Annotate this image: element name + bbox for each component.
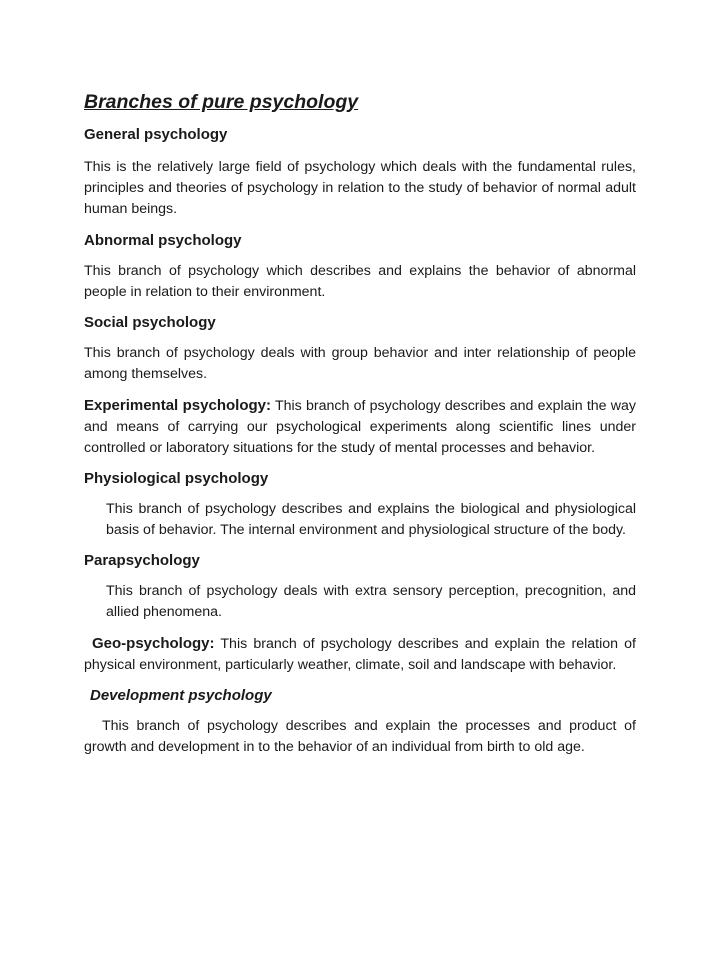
section-heading: Social psychology (84, 314, 216, 331)
section-body: This branch of psychology describes and explain the relation of physical environment, particularly weather, climate, soil and landscape with behavior. (84, 636, 636, 673)
section-body: This branch of psychology which describes and explains the behavior of abnormal people in relation to their environment. (84, 263, 636, 300)
section-heading: Experimental psychology: (84, 397, 271, 414)
section-body: This branch of psychology describes and explain the processes and product of growth and development in to the behavior of an individual from birth to old age. (84, 718, 636, 755)
section-heading: Parapsychology (84, 552, 200, 569)
section-paragraph (84, 633, 636, 676)
section-body: This is the relatively large field of psychology which deals with the fundamental rules, principles and theories of psychology in relation to the study of behavior of normal adult human beings. (84, 159, 636, 217)
section-body: This branch of psychology describes and explain the way and means of carrying our psychological experiments along scientific lines under controlled or laboratory situations for the study of mental processes and behavior. (84, 398, 636, 456)
section-body: This branch of psychology describes and explains the biological and physiological basis of behavior. The internal environment and physiological structure of the body. (106, 501, 636, 538)
section-physiological (84, 469, 636, 541)
section-general (84, 125, 636, 220)
section-heading: Geo-psychology: (92, 635, 215, 652)
document-title: Branches of pure psychology (84, 91, 359, 113)
section-paragraph (84, 395, 636, 459)
section-development (84, 686, 636, 758)
section-body: This branch of psychology deals with group behavior and inter relationship of people among themselves. (84, 345, 636, 382)
section-abnormal (84, 231, 636, 303)
section-heading: Development psychology (90, 687, 272, 704)
section-heading: Abnormal psychology (84, 232, 242, 249)
section-experimental (84, 395, 636, 459)
section-heading: Physiological psychology (84, 470, 269, 487)
section-parapsychology (84, 551, 636, 623)
section-social (84, 313, 636, 385)
section-heading: General psychology (84, 126, 228, 143)
section-geo (84, 633, 636, 676)
section-body: This branch of psychology deals with extra sensory perception, precognition, and allied phenomena. (106, 583, 636, 620)
